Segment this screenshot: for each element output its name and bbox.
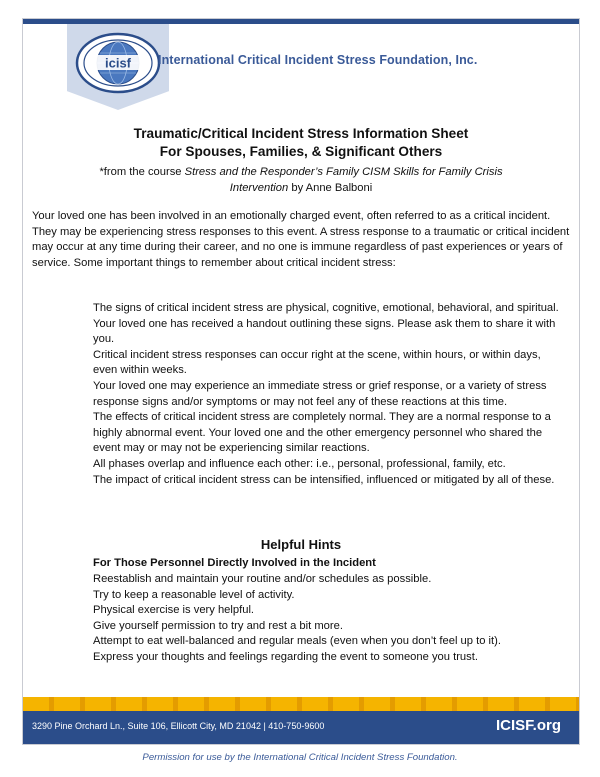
hint-item: Physical exercise is very helpful. xyxy=(93,604,255,617)
source-prefix: *from the course xyxy=(99,166,185,178)
footer-address: 3290 Pine Orchard Ln., Suite 106, Ellicott City, MD 21042 | 410-750-9600 xyxy=(32,721,325,731)
document-page xyxy=(22,18,580,745)
hint-item: Try to keep a reasonable level of activity. xyxy=(93,588,295,601)
icisf-logo xyxy=(75,28,161,98)
footer-bar xyxy=(23,711,579,744)
hint-item: Reestablish and maintain your routine and/or schedules as possible. xyxy=(93,573,432,585)
source-course: Stress and the Responder’s Family CISM Skills for Family Crisis xyxy=(184,166,503,178)
key-point: The impact of critical incident stress can be intensified, influenced or mitigated by all of these. xyxy=(93,473,555,486)
website-link[interactable]: ICISF.org xyxy=(495,717,561,734)
source-line-2 xyxy=(23,180,579,196)
hint-item: Express your thoughts and feelings regarding the event to someone you trust. xyxy=(93,650,478,663)
organization-name: International Critical Incident Stress Foundation, Inc. xyxy=(158,53,478,67)
hint-item: Give yourself permission to try and rest a bit more. xyxy=(93,619,343,632)
helpful-hints-heading: Helpful Hints xyxy=(260,537,342,552)
key-point: Critical incident stress responses can occur right at the scene, within hours, or within days, even within weeks. xyxy=(93,348,541,377)
source-author: by Anne Balboni xyxy=(288,182,373,194)
key-points-list xyxy=(93,301,563,488)
helpful-hints-list xyxy=(93,572,563,666)
key-point: All phases overlap and influence each other: i.e., personal, professional, family, etc. xyxy=(93,457,506,470)
key-point: The signs of critical incident stress are physical, cognitive, emotional, behavioral, and spiritual. Your loved one has received a handout outlining these signs. Please ask them to share it with you. xyxy=(93,302,559,346)
source-course-cont: Intervention xyxy=(229,182,289,194)
title-block xyxy=(23,125,579,196)
source-line xyxy=(23,164,579,180)
top-border-bar xyxy=(23,19,579,24)
helpful-hints-subheading: For Those Personnel Directly Involved in the Incident xyxy=(93,557,376,569)
document-subtitle: For Spouses, Families, & Significant Others xyxy=(159,144,443,159)
decorative-stripe xyxy=(23,697,579,711)
key-point: The effects of critical incident stress are completely normal. They are a normal response to a highly abnormal event. Your loved one and the other emergency personnel who shared the event may or may not be experiencing similar reactions. xyxy=(93,411,551,455)
hint-item: Attempt to eat well-balanced and regular meals (even when you don’t feel up to it). xyxy=(93,635,501,648)
intro-paragraph: Your loved one has been involved in an emotionally charged event, often referred to as a critical incident. They may be experiencing stress responses to this event. A stress response to a traumatic or critical incident may occur at any time during their career, and no one is immune regardless of past experiences or years of service. Some important things to remember about critical incident stress: xyxy=(32,210,570,269)
logo-text: icisf xyxy=(104,55,132,71)
document-title: Traumatic/Critical Incident Stress Information Sheet xyxy=(133,126,469,141)
key-point: Your loved one may experience an immediate stress or grief response, or a variety of stress response signs and/or symptoms or may not feel any of these reactions at this time. xyxy=(93,379,547,408)
permission-note: Permission for use by the International Critical Incident Stress Foundation. xyxy=(142,752,458,763)
